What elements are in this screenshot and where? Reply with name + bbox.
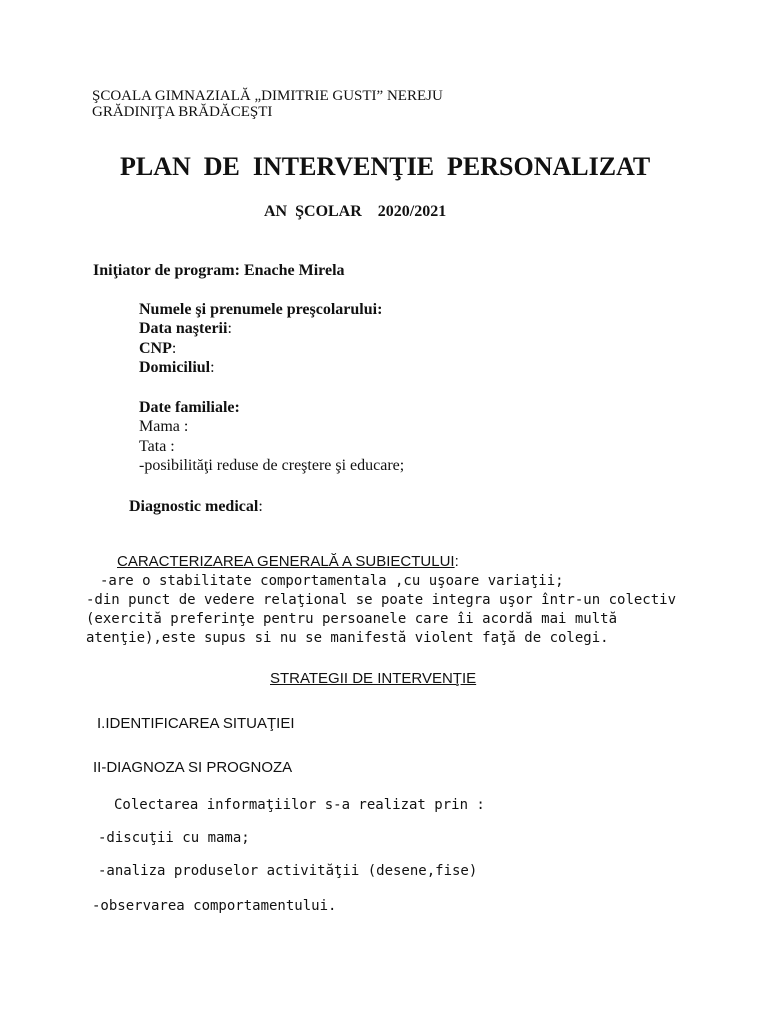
school-year: AN ŞCOLAR 2020/2021: [264, 203, 447, 220]
cnp-label: CNP: [139, 340, 172, 357]
school-name: ŞCOALA GIMNAZIALĂ „DIMITRIE GUSTI” NEREJU: [92, 88, 443, 104]
colon: :: [454, 553, 459, 570]
section-diagnosis: II-DIAGNOZA SI PROGNOZA: [93, 759, 293, 776]
collection-item: -discuţii cu mama;: [98, 830, 250, 846]
characterization-line: -are o stabilitate comportamentala ,cu uşoare variaţii;: [100, 573, 564, 589]
family-data-label: Date familiale:: [139, 399, 240, 416]
characterization-line: -din punct de vedere relaţional se poate integra uşor într-un colectiv: [86, 592, 677, 608]
collection-item: -analiza produselor activităţii (desene,fise): [98, 863, 478, 879]
father-field: Tata :: [139, 438, 175, 455]
characterization-line: atenţie),este supus si nu se manifestă violent faţă de colegi.: [86, 630, 609, 646]
birth-date-label: Data naşterii: [139, 320, 228, 337]
address-field: [139, 359, 215, 377]
program-initiator: Iniţiator de program: Enache Mirela: [93, 262, 345, 279]
characterization-heading: CARACTERIZAREA GENERALĂ A SUBIECTULUI: [117, 553, 455, 570]
family-note: -posibilităţi reduse de creştere şi educare;: [139, 457, 405, 474]
kindergarten-name: GRĂDINIŢA BRĂDĂCEŞTI: [92, 104, 273, 120]
collection-intro: Colectarea informaţiilor s-a realizat prin :: [114, 797, 485, 813]
section-identification: I.IDENTIFICAREA SITUAŢIEI: [97, 715, 295, 732]
child-name-label: Numele şi prenumele preşcolarului:: [139, 301, 383, 318]
medical-diagnostic-label: Diagnostic medical: [129, 498, 259, 515]
cnp-field: [139, 340, 176, 358]
colon: :: [258, 498, 263, 515]
characterization-heading-row: [117, 553, 459, 570]
medical-diagnostic-field: [129, 498, 263, 516]
colon: :: [171, 340, 177, 357]
document-title: PLAN DE INTERVENŢIE PERSONALIZAT: [120, 152, 651, 181]
collection-item: -observarea comportamentului.: [92, 898, 337, 914]
birth-date-field: [139, 320, 232, 338]
colon: :: [210, 359, 215, 376]
strategies-heading: STRATEGII DE INTERVENŢIE: [270, 670, 477, 687]
mother-field: Mama :: [139, 418, 189, 435]
address-label: Domiciliul: [139, 359, 211, 376]
colon: :: [227, 320, 232, 337]
characterization-line: (exercită preferinţe pentru persoanele care îi acordă mai multă: [86, 611, 618, 627]
